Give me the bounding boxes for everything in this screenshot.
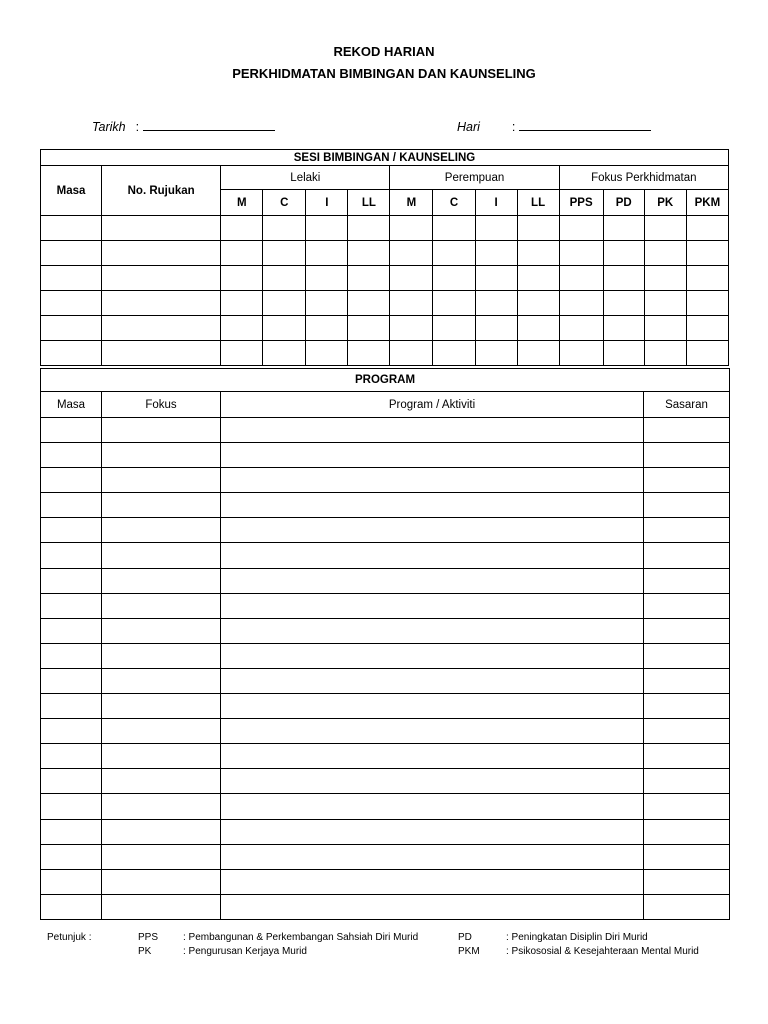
lelaki-col-ll: LL xyxy=(348,190,390,216)
program-entry-cell[interactable] xyxy=(102,819,221,844)
program-entry-cell[interactable] xyxy=(221,794,644,819)
sesi-entry-cell[interactable] xyxy=(559,241,603,266)
sesi-table-row xyxy=(41,291,729,316)
sesi-entry-cell[interactable] xyxy=(475,216,517,241)
perempuan-col-m: M xyxy=(390,190,433,216)
program-entry-cell[interactable] xyxy=(221,643,644,668)
program-table-row xyxy=(41,443,730,468)
sesi-rujukan-header: No. Rujukan xyxy=(102,166,221,216)
sesi-entry-cell[interactable] xyxy=(559,341,603,366)
program-table-row xyxy=(41,643,730,668)
sesi-entry-cell[interactable] xyxy=(41,316,102,341)
sesi-entry-cell[interactable] xyxy=(644,216,686,241)
program-entry-cell[interactable] xyxy=(644,769,730,794)
program-table-row xyxy=(41,518,730,543)
sesi-entry-cell[interactable] xyxy=(306,341,348,366)
program-entry-cell[interactable] xyxy=(644,643,730,668)
program-entry-cell[interactable] xyxy=(102,744,221,769)
program-entry-cell[interactable] xyxy=(41,618,102,643)
sesi-entry-cell[interactable] xyxy=(686,316,728,341)
program-entry-cell[interactable] xyxy=(644,819,730,844)
sesi-entry-cell[interactable] xyxy=(306,291,348,316)
program-entry-cell[interactable] xyxy=(644,593,730,618)
sesi-entry-cell[interactable] xyxy=(221,291,263,316)
program-entry-cell[interactable] xyxy=(221,769,644,794)
program-table-row xyxy=(41,769,730,794)
sesi-entry-cell[interactable] xyxy=(644,266,686,291)
legend-label: Petunjuk : xyxy=(47,932,92,943)
sesi-entry-cell[interactable] xyxy=(603,266,644,291)
sesi-entry-cell[interactable] xyxy=(41,241,102,266)
program-entry-cell[interactable] xyxy=(41,894,102,919)
program-entry-cell[interactable] xyxy=(41,869,102,894)
program-entry-cell[interactable] xyxy=(221,668,644,693)
program-entry-cell[interactable] xyxy=(644,668,730,693)
legend-code-pd: PD xyxy=(458,932,472,943)
fokus-col-pkm: PKM xyxy=(686,190,728,216)
program-entry-cell[interactable] xyxy=(102,894,221,919)
legend-desc-pkm: : Psikososial & Kesejahteraan Mental Murid xyxy=(506,946,699,957)
program-entry-cell[interactable] xyxy=(102,844,221,869)
sesi-entry-cell[interactable] xyxy=(41,341,102,366)
sesi-entry-cell[interactable] xyxy=(41,266,102,291)
program-table-row xyxy=(41,418,730,443)
sesi-entry-cell[interactable] xyxy=(390,341,433,366)
tarikh-blank-line[interactable] xyxy=(143,118,275,131)
sesi-entry-cell[interactable] xyxy=(475,241,517,266)
program-entry-cell[interactable] xyxy=(102,443,221,468)
fokus-col-pd: PD xyxy=(603,190,644,216)
program-entry-cell[interactable] xyxy=(102,518,221,543)
sesi-entry-cell[interactable] xyxy=(390,216,433,241)
sesi-title: SESI BIMBINGAN / KAUNSELING xyxy=(41,150,729,166)
fokus-col-pk: PK xyxy=(644,190,686,216)
program-entry-cell[interactable] xyxy=(221,819,644,844)
program-entry-cell[interactable] xyxy=(41,493,102,518)
program-table-row xyxy=(41,819,730,844)
sesi-entry-cell[interactable] xyxy=(102,291,221,316)
program-entry-cell[interactable] xyxy=(644,869,730,894)
program-entry-cell[interactable] xyxy=(41,844,102,869)
program-entry-cell[interactable] xyxy=(221,894,644,919)
legend-desc-pk: : Pengurusan Kerjaya Murid xyxy=(183,946,307,957)
program-entry-cell[interactable] xyxy=(41,643,102,668)
sesi-entry-cell[interactable] xyxy=(221,316,263,341)
tarikh-field[interactable] xyxy=(92,118,275,134)
program-entry-cell[interactable] xyxy=(221,418,644,443)
program-fokus-header: Fokus xyxy=(102,392,221,418)
document-title: REKOD HARIAN xyxy=(333,44,435,59)
sesi-table-row xyxy=(41,216,729,241)
program-entry-cell[interactable] xyxy=(102,618,221,643)
program-entry-cell[interactable] xyxy=(644,493,730,518)
sesi-entry-cell[interactable] xyxy=(686,266,728,291)
program-table-row xyxy=(41,493,730,518)
sesi-entry-cell[interactable] xyxy=(221,266,263,291)
sesi-entry-cell[interactable] xyxy=(263,316,306,341)
sesi-entry-cell[interactable] xyxy=(603,316,644,341)
sesi-entry-cell[interactable] xyxy=(433,216,475,241)
sesi-entry-cell[interactable] xyxy=(686,241,728,266)
program-table-row xyxy=(41,618,730,643)
program-entry-cell[interactable] xyxy=(644,568,730,593)
sesi-entry-cell[interactable] xyxy=(263,266,306,291)
sesi-entry-cell[interactable] xyxy=(433,341,475,366)
sesi-entry-cell[interactable] xyxy=(41,216,102,241)
sesi-entry-cell[interactable] xyxy=(603,341,644,366)
program-entry-cell[interactable] xyxy=(41,694,102,719)
hari-field[interactable] xyxy=(457,118,651,134)
program-entry-cell[interactable] xyxy=(102,719,221,744)
program-entry-cell[interactable] xyxy=(41,518,102,543)
program-entry-cell[interactable] xyxy=(41,668,102,693)
sesi-masa-header: Masa xyxy=(41,166,102,216)
sesi-entry-cell[interactable] xyxy=(644,241,686,266)
program-table-row xyxy=(41,668,730,693)
legend-code-pps: PPS xyxy=(138,932,159,943)
program-entry-cell[interactable] xyxy=(102,543,221,568)
sesi-entry-cell[interactable] xyxy=(102,341,221,366)
tarikh-colon: : xyxy=(135,120,140,134)
legend-code-pkm: PKM xyxy=(458,946,480,957)
sesi-entry-cell[interactable] xyxy=(263,241,306,266)
program-title: PROGRAM xyxy=(41,369,730,392)
program-table-row xyxy=(41,593,730,618)
sesi-entry-cell[interactable] xyxy=(644,316,686,341)
fokus-col-pps: PPS xyxy=(559,190,603,216)
perempuan-col-c: C xyxy=(433,190,475,216)
program-entry-cell[interactable] xyxy=(102,568,221,593)
sesi-entry-cell[interactable] xyxy=(603,216,644,241)
sesi-table-row xyxy=(41,241,729,266)
hari-blank-line[interactable] xyxy=(519,118,651,131)
program-entry-cell[interactable] xyxy=(221,443,644,468)
program-entry-cell[interactable] xyxy=(41,769,102,794)
sesi-entry-cell[interactable] xyxy=(686,291,728,316)
program-entry-cell[interactable] xyxy=(41,593,102,618)
tarikh-label: Tarikh xyxy=(92,120,126,134)
sesi-entry-cell[interactable] xyxy=(517,216,559,241)
lelaki-col-m: M xyxy=(221,190,263,216)
sesi-entry-cell[interactable] xyxy=(475,341,517,366)
sesi-entry-cell[interactable] xyxy=(221,216,263,241)
program-entry-cell[interactable] xyxy=(41,719,102,744)
program-entry-cell[interactable] xyxy=(102,769,221,794)
sesi-entry-cell[interactable] xyxy=(603,241,644,266)
program-entry-cell[interactable] xyxy=(221,869,644,894)
sesi-entry-cell[interactable] xyxy=(433,291,475,316)
sesi-entry-cell[interactable] xyxy=(41,291,102,316)
program-entry-cell[interactable] xyxy=(644,694,730,719)
program-entry-cell[interactable] xyxy=(102,869,221,894)
sesi-table-row xyxy=(41,316,729,341)
sesi-entry-cell[interactable] xyxy=(517,316,559,341)
lelaki-col-c: C xyxy=(263,190,306,216)
program-entry-cell[interactable] xyxy=(644,744,730,769)
sesi-entry-cell[interactable] xyxy=(306,241,348,266)
sesi-entry-cell[interactable] xyxy=(348,291,390,316)
sesi-entry-cell[interactable] xyxy=(644,291,686,316)
program-entry-cell[interactable] xyxy=(41,744,102,769)
program-entry-cell[interactable] xyxy=(644,894,730,919)
sesi-entry-cell[interactable] xyxy=(475,266,517,291)
program-entry-cell[interactable] xyxy=(644,468,730,493)
program-entry-cell[interactable] xyxy=(41,468,102,493)
sesi-entry-cell[interactable] xyxy=(221,241,263,266)
sesi-entry-cell[interactable] xyxy=(102,266,221,291)
program-entry-cell[interactable] xyxy=(221,719,644,744)
program-table-row xyxy=(41,694,730,719)
sesi-entry-cell[interactable] xyxy=(559,266,603,291)
sesi-entry-cell[interactable] xyxy=(306,216,348,241)
program-table-row xyxy=(41,844,730,869)
program-entry-cell[interactable] xyxy=(221,468,644,493)
program-entry-cell[interactable] xyxy=(102,468,221,493)
hari-label: Hari xyxy=(457,120,480,134)
sesi-entry-cell[interactable] xyxy=(348,216,390,241)
program-entry-cell[interactable] xyxy=(102,593,221,618)
program-sasaran-header: Sasaran xyxy=(644,392,730,418)
sesi-entry-cell[interactable] xyxy=(390,241,433,266)
sesi-entry-cell[interactable] xyxy=(263,216,306,241)
program-entry-cell[interactable] xyxy=(644,844,730,869)
perempuan-col-ll: LL xyxy=(517,190,559,216)
sesi-entry-cell[interactable] xyxy=(686,341,728,366)
sesi-entry-cell[interactable] xyxy=(263,291,306,316)
program-table-row xyxy=(41,894,730,919)
program-entry-cell[interactable] xyxy=(41,443,102,468)
program-table-row xyxy=(41,468,730,493)
program-entry-cell[interactable] xyxy=(644,543,730,568)
sesi-entry-cell[interactable] xyxy=(390,291,433,316)
sesi-entry-cell[interactable] xyxy=(102,216,221,241)
program-entry-cell[interactable] xyxy=(221,744,644,769)
program-table-row xyxy=(41,543,730,568)
sesi-table xyxy=(40,149,729,366)
sesi-entry-cell[interactable] xyxy=(433,316,475,341)
program-entry-cell[interactable] xyxy=(41,794,102,819)
lelaki-col-i: I xyxy=(306,190,348,216)
sesi-entry-cell[interactable] xyxy=(433,241,475,266)
sesi-entry-cell[interactable] xyxy=(517,266,559,291)
perempuan-col-i: I xyxy=(475,190,517,216)
program-entry-cell[interactable] xyxy=(644,719,730,744)
program-table xyxy=(40,368,730,920)
program-entry-cell[interactable] xyxy=(644,794,730,819)
program-entry-cell[interactable] xyxy=(221,618,644,643)
sesi-table-row xyxy=(41,341,729,366)
sesi-entry-cell[interactable] xyxy=(559,216,603,241)
legend-desc-pps: : Pembangunan & Perkembangan Sahsiah Diri Murid xyxy=(183,932,419,943)
sesi-entry-cell[interactable] xyxy=(348,241,390,266)
program-entry-cell[interactable] xyxy=(644,443,730,468)
sesi-entry-cell[interactable] xyxy=(475,316,517,341)
sesi-entry-cell[interactable] xyxy=(686,216,728,241)
program-entry-cell[interactable] xyxy=(221,518,644,543)
fokus-perkhidmatan-header: Fokus Perkhidmatan xyxy=(559,166,728,190)
program-entry-cell[interactable] xyxy=(221,493,644,518)
sesi-entry-cell[interactable] xyxy=(102,316,221,341)
program-aktiviti-header: Program / Aktiviti xyxy=(221,392,644,418)
sesi-entry-cell[interactable] xyxy=(475,291,517,316)
program-entry-cell[interactable] xyxy=(644,518,730,543)
sesi-entry-cell[interactable] xyxy=(348,266,390,291)
sesi-entry-cell[interactable] xyxy=(306,266,348,291)
program-entry-cell[interactable] xyxy=(41,543,102,568)
lelaki-header: Lelaki xyxy=(221,166,390,190)
program-entry-cell[interactable] xyxy=(102,643,221,668)
sesi-entry-cell[interactable] xyxy=(348,316,390,341)
sesi-entry-cell[interactable] xyxy=(390,266,433,291)
sesi-entry-cell[interactable] xyxy=(102,241,221,266)
program-entry-cell[interactable] xyxy=(102,668,221,693)
program-entry-cell[interactable] xyxy=(102,794,221,819)
sesi-entry-cell[interactable] xyxy=(263,341,306,366)
program-entry-cell[interactable] xyxy=(221,543,644,568)
sesi-entry-cell[interactable] xyxy=(221,341,263,366)
legend-code-pk: PK xyxy=(138,946,152,957)
program-table-row xyxy=(41,744,730,769)
program-entry-cell[interactable] xyxy=(221,568,644,593)
program-entry-cell[interactable] xyxy=(221,593,644,618)
sesi-entry-cell[interactable] xyxy=(517,291,559,316)
sesi-entry-cell[interactable] xyxy=(306,316,348,341)
program-entry-cell[interactable] xyxy=(41,819,102,844)
sesi-entry-cell[interactable] xyxy=(517,241,559,266)
program-table-row xyxy=(41,568,730,593)
program-entry-cell[interactable] xyxy=(644,418,730,443)
program-entry-cell[interactable] xyxy=(41,418,102,443)
sesi-entry-cell[interactable] xyxy=(517,341,559,366)
program-table-row xyxy=(41,719,730,744)
program-entry-cell[interactable] xyxy=(102,418,221,443)
sesi-entry-cell[interactable] xyxy=(433,266,475,291)
document-subtitle: PERKHIDMATAN BIMBINGAN DAN KAUNSELING xyxy=(232,66,536,81)
program-entry-cell[interactable] xyxy=(221,694,644,719)
sesi-entry-cell[interactable] xyxy=(644,341,686,366)
program-entry-cell[interactable] xyxy=(221,844,644,869)
sesi-entry-cell[interactable] xyxy=(348,341,390,366)
sesi-entry-cell[interactable] xyxy=(559,316,603,341)
legend-desc-pd: : Peningkatan Disiplin Diri Murid xyxy=(506,932,648,943)
program-table-row xyxy=(41,794,730,819)
perempuan-header: Perempuan xyxy=(390,166,559,190)
program-entry-cell[interactable] xyxy=(102,694,221,719)
sesi-entry-cell[interactable] xyxy=(390,316,433,341)
sesi-entry-cell[interactable] xyxy=(603,291,644,316)
program-entry-cell[interactable] xyxy=(41,568,102,593)
program-table-row xyxy=(41,869,730,894)
program-entry-cell[interactable] xyxy=(644,618,730,643)
sesi-table-row xyxy=(41,266,729,291)
hari-colon: : xyxy=(511,120,516,134)
program-entry-cell[interactable] xyxy=(102,493,221,518)
program-masa-header: Masa xyxy=(41,392,102,418)
sesi-entry-cell[interactable] xyxy=(559,291,603,316)
